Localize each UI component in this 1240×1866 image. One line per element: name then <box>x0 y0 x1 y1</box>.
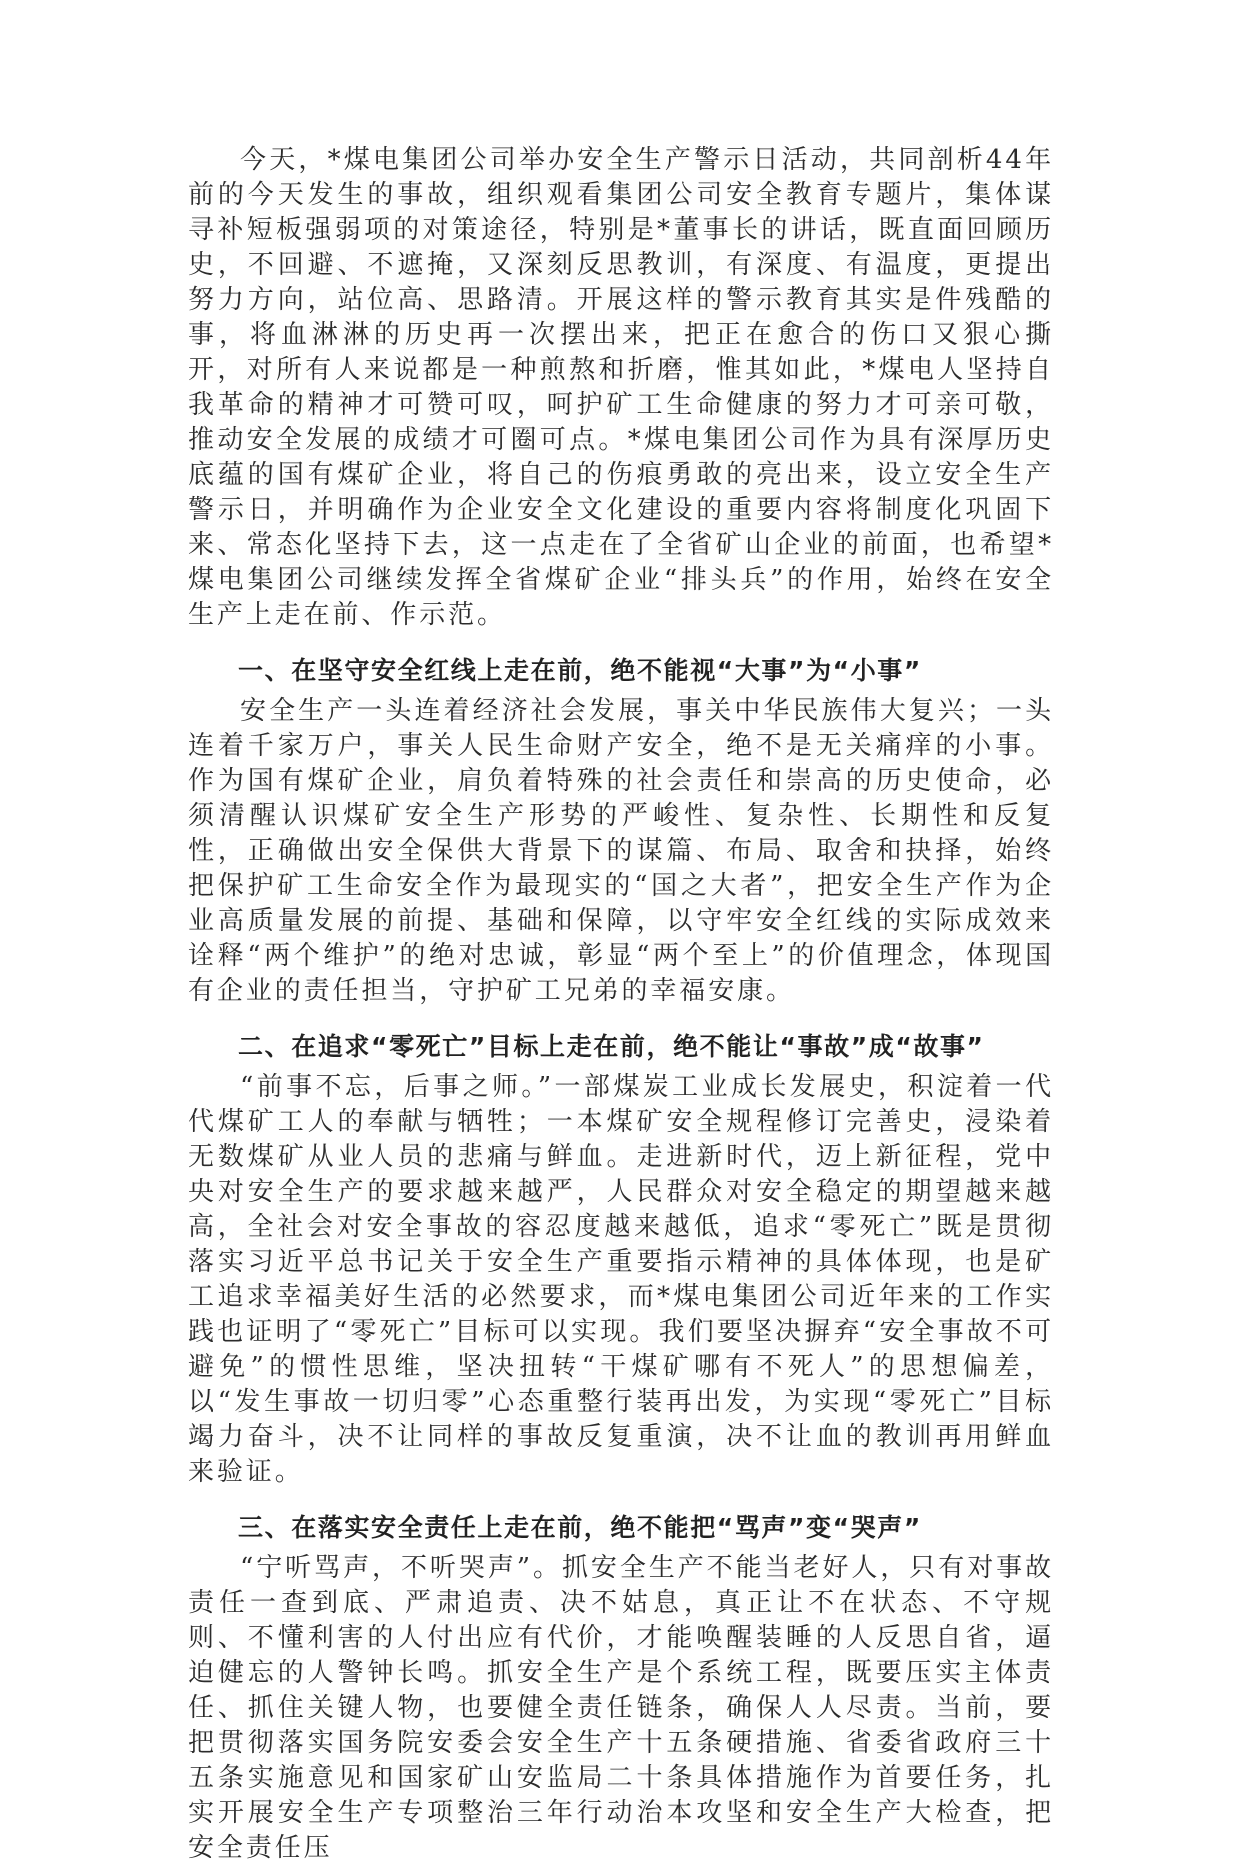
section-2-heading: 二、在追求“零死亡”目标上走在前，绝不能让“事故”成“故事” <box>238 1032 985 1061</box>
intro-paragraph: 今天，*煤电集团公司举办安全生产警示日活动，共同剖析44年前的今天发生的事故，组织观看集团公司安全教育专题片，集体谋寻补短板强弱项的对策途径，特别是*董事长的讲话，既直面回顾历史，不回避、不遮掩，又深刻反思教训，有深度、有温度，更提出努力方向，站位高、思路清。开展这样的警示教育其实是件残酷的事，将血淋淋的历史再一次摆出来，把正在愈合的伤口又狠心撕开，对所有人来说都是一种煎熬和折磨，惟其如此，*煤电人坚持自我革命的精神才可赞可叹，呵护矿工生命健康的努力才可亲可敬，推动安全发展的成绩才可圈可点。*煤电集团公司作为具有深厚历史底蕴的国有煤矿企业，将自己的伤痕勇敢的亮出来，设立安全生产警示日，并明确作为企业安全文化建设的重要内容将制度化巩固下来、常态化坚持下去，这一点走在了全省矿山企业的前面，也希望*煤电集团公司继续发挥全省煤矿企业“排头兵”的作用，始终在安全生产上走在前、作示范。 <box>188 145 1054 630</box>
section-3-paragraph: “宁听骂声，不听哭声”。抓安全生产不能当老好人，只有对事故责任一查到底、严肃追责、决不姑息，真正让不在状态、不守规则、不懂利害的人付出应有代价，才能唤醒装睡的人反思自省，逼迫健忘的人警钟长鸣。抓安全生产是个系统工程，既要压实主体责任、抓住关键人物，也要健全责任链条，确保人人尽责。当前，要把贯彻落实国务院安委会安全生产十五条硬措施、省委省政府三十五条实施意见和国家矿山安监局二十条具体措施作为首要任务，扎实开展安全生产专项整治三年行动治本攻坚和安全生产大检查，把安全责任压 <box>188 1553 1054 1863</box>
section-1-heading: 一、在坚守安全红线上走在前，绝不能视“大事”为“小事” <box>238 656 922 685</box>
section-3-heading: 三、在落实安全责任上走在前，绝不能把“骂声”变“哭声” <box>238 1513 922 1542</box>
section-1-paragraph: 安全生产一头连着经济社会发展，事关中华民族伟大复兴；一头连着千家万户，事关人民生命财产安全，绝不是无关痛痒的小事。作为国有煤矿企业，肩负着特殊的社会责任和崇高的历史使命，必须清醒认识煤矿安全生产形势的严峻性、复杂性、长期性和反复性，正确做出安全保供大背景下的谋篇、布局、取舍和抉择，始终把保护矿工生命安全作为最现实的“国之大者”，把安全生产作为企业高质量发展的前提、基础和保障，以守牢安全红线的实际成效来诠释“两个维护”的绝对忠诚，彰显“两个至上”的价值理念，体现国有企业的责任担当，守护矿工兄弟的幸福安康。 <box>188 696 1054 1006</box>
document-page <box>188 143 1054 1866</box>
section-2-paragraph: “前事不忘，后事之师。”一部煤炭工业成长发展史，积淀着一代代煤矿工人的奉献与牺牲；一本煤矿安全规程修订完善史，浸染着无数煤矿从业人员的悲痛与鲜血。走进新时代，迈上新征程，党中央对安全生产的要求越来越严，人民群众对安全稳定的期望越来越高，全社会对安全事故的容忍度越来越低，追求“零死亡”既是贯彻落实习近平总书记关于安全生产重要指示精神的具体体现，也是矿工追求幸福美好生活的必然要求，而*煤电集团公司近年来的工作实践也证明了“零死亡”目标可以实现。我们要坚决摒弃“安全事故不可避免”的惯性思维，坚决扭转“干煤矿哪有不死人”的思想偏差，以“发生事故一切归零”心态重整行装再出发，为实现“零死亡”目标竭力奋斗，决不让同样的事故反复重演，决不让血的教训再用鲜血来验证。 <box>188 1072 1054 1487</box>
